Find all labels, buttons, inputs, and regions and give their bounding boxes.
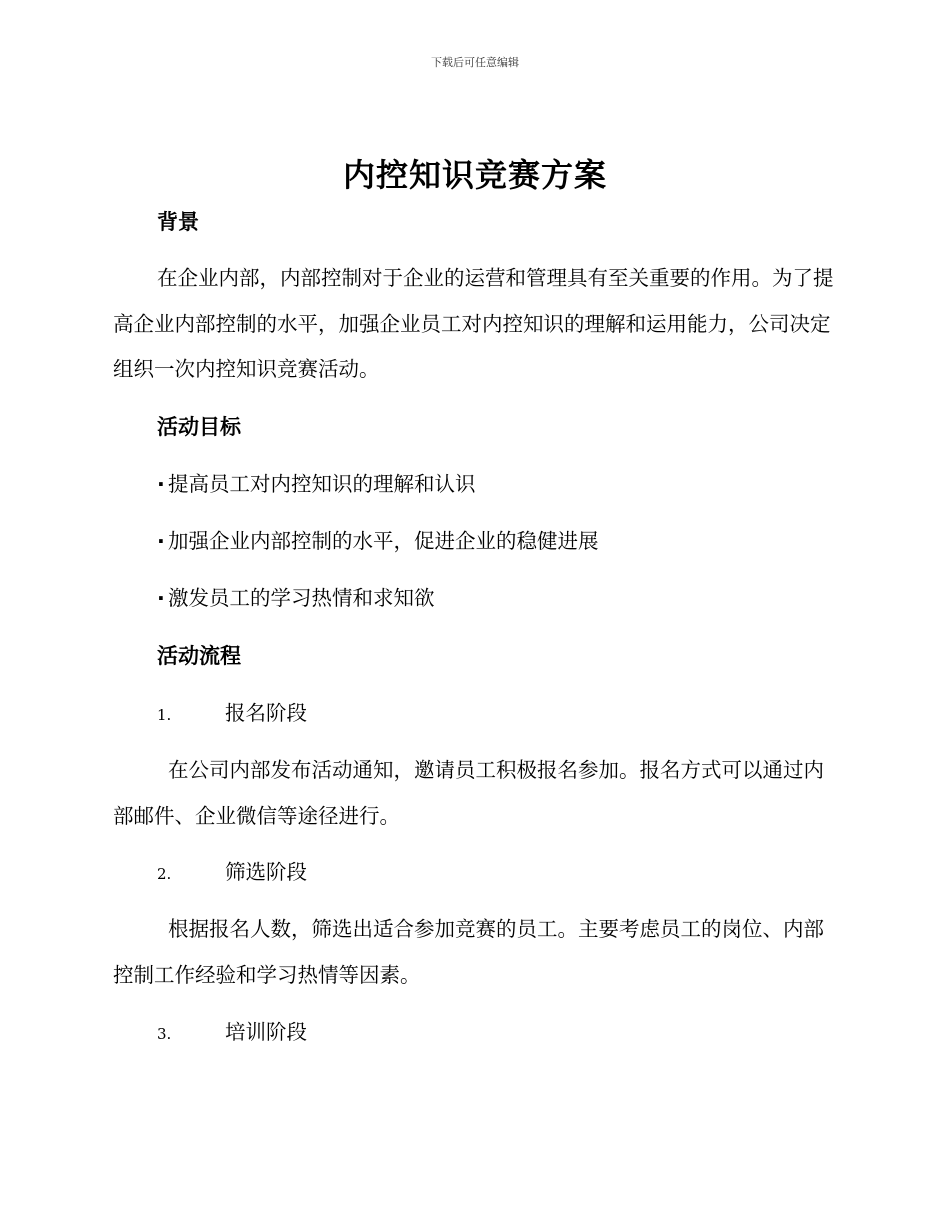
section-heading-background: 背景	[157, 210, 199, 234]
step-paragraph	[113, 748, 838, 839]
process-step-heading	[157, 858, 307, 888]
step-number: 3.	[157, 1025, 172, 1043]
step-paragraph	[113, 907, 838, 998]
step-paragraph-text: 根据报名人数，筛选出适合参加竞赛的员工。主要考虑员工的岗位、内部控制工作经验和学习热情等因素。	[113, 917, 824, 987]
goal-item-text: 提高员工对内控知识的理解和认识	[168, 472, 476, 496]
step-number: 1.	[157, 706, 172, 724]
step-label: 培训阶段	[225, 1020, 307, 1044]
step-paragraph-text: 在公司内部发布活动通知，邀请员工积极报名参加。报名方式可以通过内部邮件、企业微信等途径进行。	[113, 758, 824, 828]
bullet-dot: ·	[157, 472, 165, 496]
section-heading-goals: 活动目标	[157, 415, 241, 439]
step-number: 2.	[157, 865, 172, 883]
document-title: 内控知识竞赛方案	[342, 156, 607, 194]
background-paragraph-text: 在企业内部，内部控制对于企业的运营和管理具有至关重要的作用。为了提高企业内部控制的水平，加强企业员工对内控知识的理解和运用能力，公司决定组织一次内控知识竞赛活动。	[113, 266, 834, 381]
goal-list-item	[157, 470, 476, 498]
goal-list-item	[157, 527, 599, 555]
header-note: 下载后可任意编辑	[431, 56, 519, 69]
goal-list-item	[157, 584, 435, 612]
bullet-dot: ·	[157, 529, 165, 553]
process-step-heading	[157, 1018, 307, 1048]
step-label: 筛选阶段	[225, 860, 307, 884]
bullet-dot: ·	[157, 586, 165, 610]
goal-item-text: 加强企业内部控制的水平，促进企业的稳健进展	[168, 529, 599, 553]
process-step-heading	[157, 699, 307, 729]
background-paragraph	[113, 256, 838, 393]
goal-item-text: 激发员工的学习热情和求知欲	[168, 586, 435, 610]
section-heading-process: 活动流程	[157, 644, 241, 668]
step-label: 报名阶段	[225, 701, 307, 725]
